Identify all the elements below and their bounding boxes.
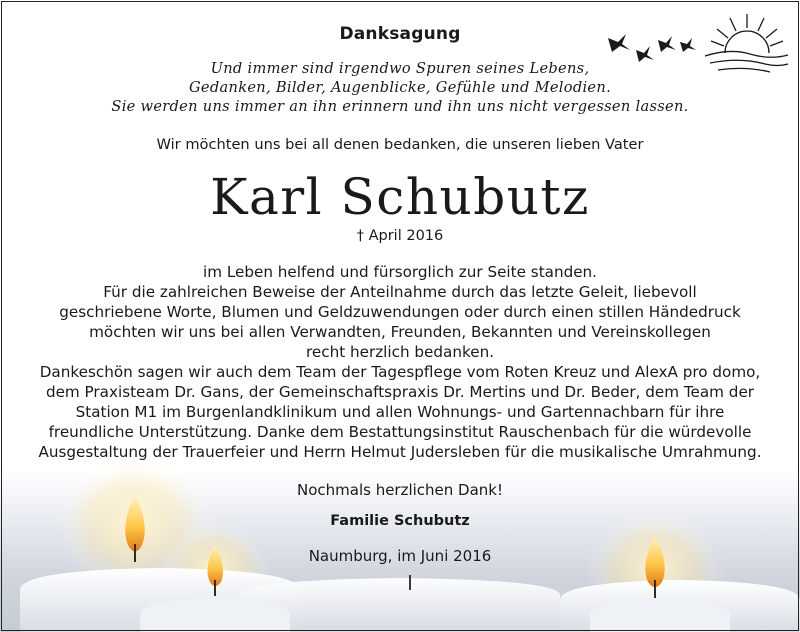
deceased-name: Karl Schubutz: [210, 168, 590, 226]
thanks-body: [0, 262, 800, 462]
poem-line: Gedanken, Bilder, Augenblicke, Gefühle und Melodien.: [188, 79, 612, 96]
signature: Familie Schubutz: [330, 513, 470, 529]
body-line: recht herzlich bedanken.: [305, 343, 495, 361]
place-date: Naumburg, im Juni 2016: [308, 547, 492, 565]
memorial-poem: [0, 59, 800, 116]
body-line: dem Praxisteam Dr. Gans, der Gemeinschaftspraxis Dr. Mertins und Dr. Beder, dem Team der: [45, 383, 755, 401]
death-date: † April 2016: [356, 228, 444, 244]
poem-line: Sie werden uns immer an ihn erinnern und ihn uns nicht vergessen lassen.: [111, 98, 689, 115]
body-line: im Leben helfend und fürsorglich zur Seite standen.: [202, 263, 598, 281]
poem-line: Und immer sind irgendwo Spuren seines Lebens,: [210, 60, 590, 77]
body-line: Für die zahlreichen Beweise der Anteilnahme durch das letzte Geleit, liebevoll: [103, 283, 697, 301]
body-line: Dankeschön sagen wir auch dem Team der Tagespflege vom Roten Kreuz und AlexA pro domo,: [39, 363, 761, 381]
body-line: möchten wir uns bei allen Verwandten, Freunden, Bekannten und Vereinskollegen: [89, 323, 711, 341]
candles-image: [0, 440, 800, 632]
intro-text: Wir möchten uns bei all denen bedanken, die unseren lieben Vater: [156, 136, 644, 153]
body-line: freundliche Unterstützung. Danke dem Bestattungsinstitut Rauschenbach für die würdevolle: [48, 423, 752, 441]
body-line: Station M1 im Burgenlandklinikum und allen Wohnungs- und Gartennachbarn für ihre: [75, 403, 725, 421]
notice-title: Danksagung: [339, 24, 461, 44]
body-line: geschriebene Worte, Blumen und Geldzuwendungen oder durch einen stillen Händedruck: [59, 303, 741, 321]
body-line: Ausgestaltung der Trauerfeier und Herrn Helmut Judersleben für die musikalische Umrahmung.: [38, 443, 762, 461]
closing-thanks: Nochmals herzlichen Dank!: [296, 481, 504, 499]
